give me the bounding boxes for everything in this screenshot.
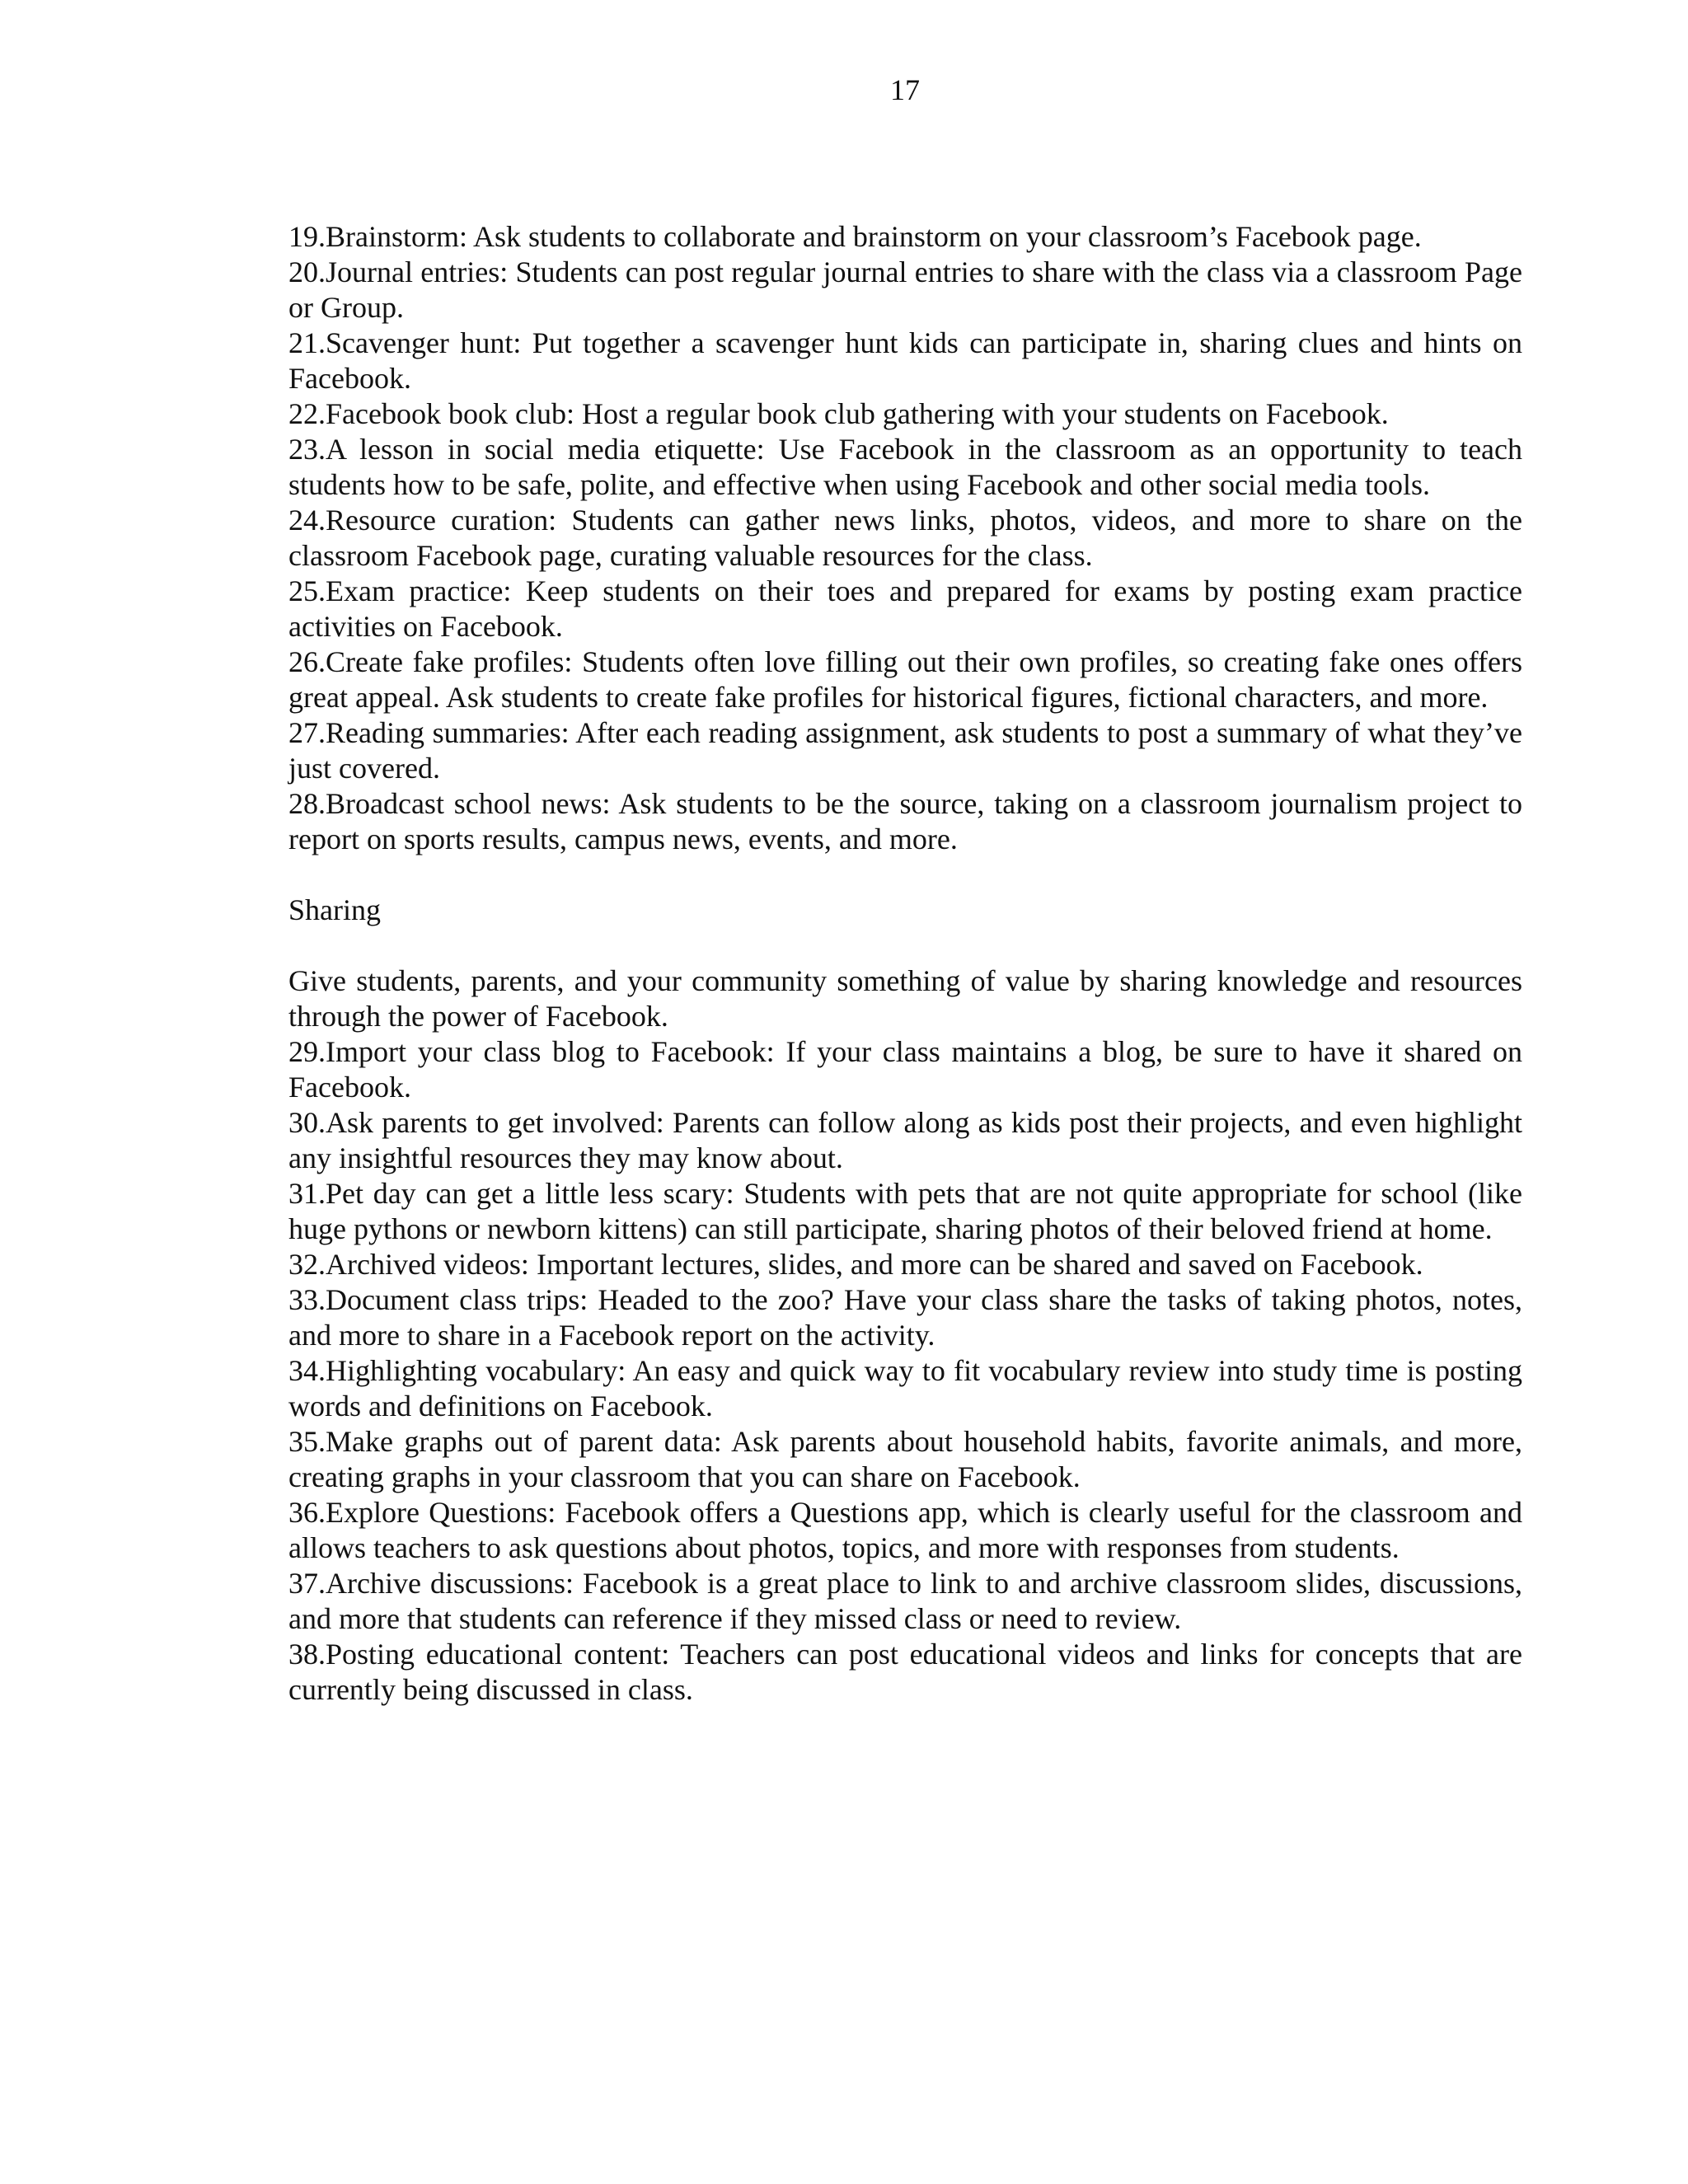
list-item-23: 23.A lesson in social media etiquette: Use Facebook in the classroom as an opportunity to teach students how to be safe, polite, and effective when using Facebook and other social media tools. (288, 433, 1522, 501)
list-item-32: 32.Archived videos: Important lectures, slides, and more can be shared and saved on Facebook. (288, 1248, 1423, 1281)
list-item-37: 37.Archive discussions: Facebook is a great place to link to and archive classroom slides, discussions, and more that students can reference if they missed class or need to review. (288, 1567, 1522, 1635)
list-part-2 (288, 1034, 1522, 1708)
list-item-35: 35.Make graphs out of parent data: Ask parents about household habits, favorite animals, and more, creating graphs in your classroom that you can share on Facebook. (288, 1425, 1522, 1493)
list-item-24: 24.Resource curation: Students can gather news links, photos, videos, and more to share on the classroom Facebook page, curating valuable resources for the class. (288, 504, 1522, 572)
list-item-21: 21.Scavenger hunt: Put together a scavenger hunt kids can participate in, sharing clues and hints on Facebook. (288, 326, 1522, 395)
page-number: 17 (890, 73, 920, 106)
list-item-25: 25.Exam practice: Keep students on their toes and prepared for exams by posting exam practice activities on Facebook. (288, 574, 1522, 643)
list-item-34: 34.Highlighting vocabulary: An easy and quick way to fit vocabulary review into study time is posting words and definitions on Facebook. (288, 1354, 1522, 1422)
list-item-36: 36.Explore Questions: Facebook offers a Questions app, which is clearly useful for the classroom and allows teachers to ask questions about photos, topics, and more with responses from students. (288, 1496, 1522, 1564)
list-item-19: 19.Brainstorm: Ask students to collaborate and brainstorm on your classroom’s Facebook page. (288, 220, 1422, 253)
list-item-20: 20.Journal entries: Students can post regular journal entries to share with the class via a classroom Page or Group. (288, 255, 1522, 324)
list-item-29: 29.Import your class blog to Facebook: If your class maintains a blog, be sure to have it shared on Facebook. (288, 1035, 1522, 1104)
list-item-28: 28.Broadcast school news: Ask students to be the source, taking on a classroom journalism project to report on sports results, campus news, events, and more. (288, 787, 1522, 855)
list-item-27: 27.Reading summaries: After each reading assignment, ask students to post a summary of what they’ve just covered. (288, 716, 1522, 785)
section-heading: Sharing (288, 893, 381, 926)
list-part-1 (288, 219, 1522, 857)
list-item-26: 26.Create fake profiles: Students often love filling out their own profiles, so creating fake ones offers great appeal. Ask students to create fake profiles for historical figures, fictional characters, and more. (288, 645, 1522, 714)
list-item-31: 31.Pet day can get a little less scary: Students with pets that are not quite appropriate for school (like huge pythons or newborn kittens) can still participate, sharing photos of their beloved friend at home. (288, 1177, 1522, 1245)
list-item-22: 22.Facebook book club: Host a regular book club gathering with your students on Facebook. (288, 397, 1389, 430)
list-item-38: 38.Posting educational content: Teachers can post educational videos and links for concepts that are currently being discussed in class. (288, 1638, 1522, 1706)
section-intro: Give students, parents, and your community something of value by sharing knowledge and resources through the power of Facebook. (288, 964, 1522, 1033)
document-body (288, 219, 1522, 1708)
list-item-33: 33.Document class trips: Headed to the zoo? Have your class share the tasks of taking photos, notes, and more to share in a Facebook report on the activity. (288, 1283, 1522, 1352)
list-item-30: 30.Ask parents to get involved: Parents can follow along as kids post their projects, and even highlight any insightful resources they may know about. (288, 1106, 1522, 1174)
